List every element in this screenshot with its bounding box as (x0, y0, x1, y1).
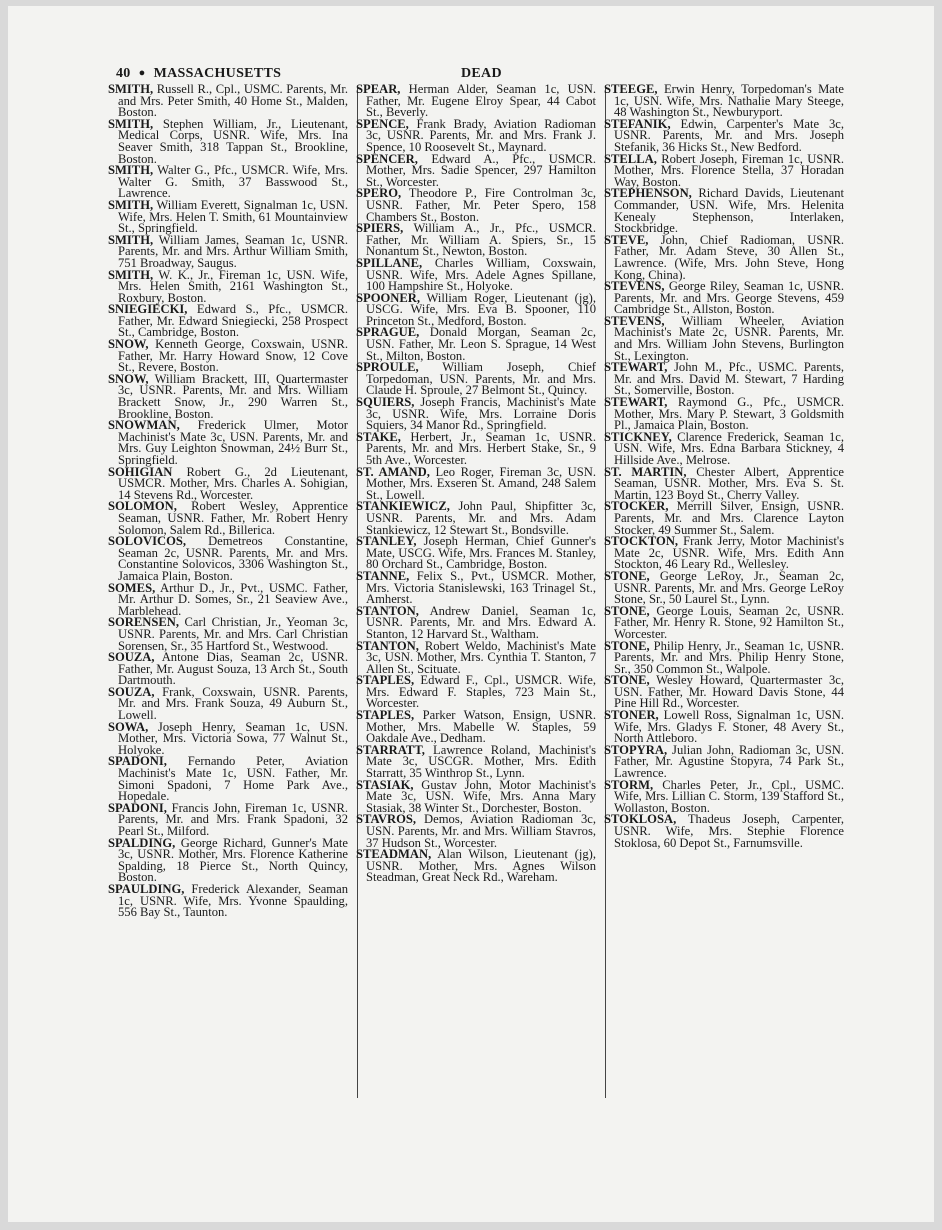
entry-details: Frank Jerry, Motor Machinist's Mate 2c, USNR. Wife, Mrs. Edith Ann Stockton, 46 Leary Rd., Wellesley. (614, 534, 844, 572)
casualty-entry (356, 188, 596, 223)
entry-surname: STEEGE, (604, 82, 658, 96)
page-number: 40 (116, 66, 131, 81)
entry-details: William Wheeler, Aviation Machinist's Mate 2c, USNR. Parents, Mr. and Mrs. William John Stevens, Burlington St., Lexington. (614, 313, 844, 363)
entry-details: Kenneth George, Coxswain, USNR. Father, Mr. Harry Howard Snow, 12 Cove St., Revere, Boston. (118, 337, 348, 375)
casualty-entry (108, 835, 348, 885)
casualty-entry (356, 742, 596, 781)
column-2 (356, 84, 596, 884)
entry-details: Arthur D., Jr., Pvt., USMC. Father, Mr. Arthur D. Somes, Sr., 21 Seaview Ave., Marblehead. (118, 580, 348, 618)
casualty-entry (356, 116, 596, 154)
entry-details: William James, Seaman 1c, USNR. Parents, Mr. and Mrs. Arthur William Smith, 751 Broadway, Saugus. (118, 232, 348, 270)
entry-details: Leo Roger, Fireman 3c, USN. Mother, Mrs. Exseren St. Amand, 248 Salem St., Lowell. (366, 464, 596, 502)
entry-details: Fernando Peter, Aviation Machinist's Mate 1c, USN. Father, Mr. Simoni Spadoni, 7 Home Park Ave., Hopedale. (118, 754, 348, 804)
entry-details: Raymond G., Pfc., USMCR. Mother, Mrs. Mary P. Stewart, 3 Goldsmith Pl., Jamaica Plain, Boston. (614, 395, 844, 433)
casualty-entry (604, 232, 844, 282)
casualty-entry (356, 397, 596, 432)
entry-surname: STAVROS, (356, 812, 417, 827)
casualty-entry (108, 580, 348, 618)
entry-surname: STOKLOSA, (604, 812, 677, 827)
entry-surname: SPADONI, (108, 754, 167, 769)
casualty-entry (604, 116, 844, 154)
entry-details: Walter G., Pfc., USMCR. Wife, Mrs. Walter G. Smith, 37 Basswood St., Lawrence. (118, 163, 348, 201)
entry-surname: SMITH, (108, 163, 154, 178)
entry-details: Philip Henry, Jr., Seaman 1c, USNR. Parents, Mr. and Mrs. Philip Henry Stone, Sr., 350 Common St., Walpole. (614, 638, 844, 676)
entry-details: W. K., Jr., Fireman 1c, USN. Wife, Mrs. Helen Smith, 2161 Washington St., Roxbury, Boston. (118, 267, 348, 305)
entry-surname: STONE, (604, 603, 650, 618)
casualty-entry (604, 710, 844, 745)
entry-details: Edward A., Pfc., USMCR. Mother, Mrs. Sadie Spencer, 297 Hamilton St., Worcester. (366, 151, 596, 189)
casualty-entry (604, 742, 844, 781)
entry-details: John Paul, Shipfitter 3c, USNR. Parents, Mr. and Mrs. Adam Stankiewicz, 12 Stewart St., Bondsville. (366, 499, 596, 537)
entry-surname: SOMES, (108, 580, 156, 595)
casualty-entry (108, 116, 348, 166)
entry-details: William Roger, Lieutenant (jg), USCG. Wife, Mrs. Eva B. Spooner, 110 Princeton St., Medford, Boston. (366, 290, 596, 328)
casualty-entry (108, 617, 348, 652)
casualty-entry (108, 501, 348, 536)
entry-details: Erwin Henry, Torpedoman's Mate 1c, USN. Wife, Mrs. Nathalie Mary Steege, 48 Washington St., Newburyport. (614, 82, 844, 120)
casualty-entry (604, 675, 844, 710)
casualty-entry (356, 223, 596, 258)
entry-surname: SPERO, (356, 186, 402, 201)
page-header (116, 66, 896, 82)
entry-details: Lawrence Roland, Machinist's Mate 3c, USCGR. Mother, Mrs. Edith Starratt, 35 Winthrop St., Lynn. (366, 742, 596, 781)
entry-details: Richard Davids, Lieutenant Commander, USN. Wife, Mrs. Helenita Kenealy Stephenson, Interlaken, Stockbridge. (614, 186, 844, 236)
casualty-entry (604, 151, 844, 189)
entry-details: Chester Albert, Apprentice Seaman, USNR. Mother, Mrs. Eva S. St. Martin, 123 Boyd St., Cherry Valley. (614, 464, 844, 502)
entry-details: Robert Weldo, Machinist's Mate 3c, USN. Mother, Mrs. Cynthia T. Stanton, 7 Allen St., Scituate. (366, 638, 596, 676)
entry-details: Parker Watson, Ensign, USNR. Mother, Mrs. Mabelle W. Staples, 59 Oakdale Ave., Dedham. (366, 708, 596, 746)
casualty-entry (604, 397, 844, 432)
entry-surname: SPALDING, (108, 835, 176, 850)
entry-surname: SPOONER, (356, 290, 421, 305)
entry-details: Frank, Coxswain, USNR. Parents, Mr. and Mrs. Frank Souza, 49 Auburn St., Lowell. (118, 684, 348, 723)
entry-surname: SPAULDING, (108, 881, 185, 896)
entry-details: Herman Alder, Seaman 1c, USN. Father, Mr. Eugene Elroy Spear, 44 Cabot St., Beverly. (366, 82, 596, 120)
entry-details: Lowell Ross, Signalman 1c, USN. Wife, Mrs. Gladys F. Stoner, 48 Avery St., North Attleboro. (614, 708, 844, 746)
casualty-entry (356, 777, 596, 815)
entry-details: Antone Dias, Seaman 2c, USNR. Father, Mr. August Souza, 13 Arch St., South Dartmouth. (118, 650, 348, 688)
entry-details: William A., Jr., Pfc., USMCR. Father, Mr. William A. Spiers, Sr., 15 Nonantum St., Newton, Boston. (366, 221, 596, 259)
entry-details: Julian John, Radioman 3c, USN. Father, Mr. Agustine Stopyra, 74 Park St., Lawrence. (614, 742, 844, 781)
entry-details: Felix S., Pvt., USMCR. Mother, Mrs. Victoria Stanislewski, 163 Trinagel St., Amherst. (366, 568, 596, 607)
entry-surname: SMITH, (108, 116, 154, 131)
entry-surname: STEVENS, (604, 313, 665, 328)
entry-surname: SMITH, (108, 267, 154, 282)
entry-details: George Richard, Gunner's Mate 3c, USNR. Mother, Mrs. Florence Katherine Spalding, 18 Pierce St., North Quincy, Boston. (118, 835, 348, 885)
column-3 (604, 84, 844, 849)
casualty-entry (604, 536, 844, 571)
casualty-entry (604, 362, 844, 397)
entry-surname: SNOW, (108, 337, 149, 352)
casualty-entry (108, 756, 348, 802)
entry-surname: STANTON, (356, 603, 419, 618)
entry-details: Francis John, Fireman 1c, USNR. Parents, Mr. and Mrs. Frank Spadoni, 32 Pearl St., Milford. (118, 800, 348, 838)
entry-surname: STEVE, (604, 232, 649, 247)
casualty-entry (356, 603, 596, 641)
entry-surname: SOHIGIAN (108, 464, 173, 479)
casualty-entry (108, 197, 348, 236)
entry-surname: STELLA, (604, 151, 657, 166)
casualty-entry (604, 429, 844, 467)
casualty-entry (356, 327, 596, 362)
entry-details: William Brackett, III, Quartermaster 3c, USNR. Parents, Mr. and Mrs. William Brackett Snow, Jr., 290 Warren St., Brookline, Boston. (118, 371, 348, 421)
entry-details: Edward S., Pfc., USMCR. Father, Mr. Edward Sniegiecki, 258 Prospect St., Cambridge, Boston. (118, 302, 348, 340)
entry-surname: STONE, (604, 673, 650, 688)
entry-surname: SOLOMON, (108, 499, 177, 514)
entry-surname: STAPLES, (356, 708, 415, 723)
casualty-entry (108, 165, 348, 200)
entry-details: Herbert, Jr., Seaman 1c, USNR. Parents, Mr. and Mrs. Herbert Stake, Sr., 9 5th Ave., Worcester. (366, 429, 596, 467)
casualty-entry (108, 420, 348, 466)
section-title: DEAD (461, 66, 502, 81)
entry-surname: SPIERS, (356, 221, 404, 236)
entry-surname: STEWART, (604, 395, 668, 410)
entry-surname: SQUIERS, (356, 395, 415, 410)
entry-surname: SMITH, (108, 197, 154, 212)
entry-surname: ST. AMAND, (356, 464, 430, 479)
entry-details: Gustav John, Motor Machinist's Mate 3c, USN. Wife, Mrs. Anna Mary Stasiak, 38 Winter St., Dorchester, Boston. (366, 777, 596, 815)
entry-details: Robert G., 2d Lieutenant, USMCR. Mother, Mrs. Charles A. Sohigian, 14 Stevens Rd., Worcester. (118, 464, 348, 502)
casualty-entry (356, 151, 596, 189)
entry-surname: SNOW, (108, 371, 149, 386)
entry-details: Theodore P., Fire Controlman 3c, USNR. Father, Mr. Peter Spero, 158 Chambers St., Boston. (366, 186, 596, 224)
entry-details: Clarence Frederick, Seaman 1c, USN. Wife, Mrs. Edna Barbara Stickney, 4 Hillside Ave., Melrose. (614, 429, 844, 467)
entry-details: William Joseph, Chief Torpedoman, USN. Parents, Mr. and Mrs. Claude H. Sproule, 27 Belmont St., Quincy. (366, 360, 596, 398)
casualty-entry (356, 290, 596, 328)
entry-surname: STANKIEWICZ, (356, 499, 450, 514)
entry-surname: SPENCE, (356, 116, 409, 131)
casualty-entry (108, 464, 348, 502)
casualty-entry (108, 232, 348, 270)
entry-surname: STARRATT, (356, 742, 425, 757)
column-1 (108, 84, 348, 919)
entry-details: Thadeus Joseph, Carpenter, USNR. Wife, Mrs. Stephie Florence Stoklosa, 60 Depot St., Farnumsville. (614, 812, 844, 850)
entry-surname: SOUZA, (108, 684, 155, 699)
entry-details: Russell R., Cpl., USMC. Parents, Mr. and Mrs. Peter Smith, 40 Home St., Malden, Boston. (118, 82, 348, 120)
casualty-entry (108, 371, 348, 421)
entry-details: Frederick Ulmer, Motor Machinist's Mate 3c, USN. Parents, Mr. and Mrs. Guy Leighton Snowman, 24½ Burr St., Springfield. (118, 418, 348, 467)
entry-surname: STOCKTON, (604, 534, 679, 549)
entry-surname: SPADONI, (108, 800, 167, 815)
casualty-entry (604, 568, 844, 607)
casualty-entry (604, 501, 844, 536)
entry-details: John, Chief Radioman, USNR. Father, Mr. Adam Steve, 30 Allen St., Lawrence. (Wife, Mrs. John Steve, Hong Kong, China). (614, 232, 844, 282)
entry-surname: STEFANIK, (604, 116, 671, 131)
entry-surname: STONE, (604, 568, 650, 583)
casualty-entry (604, 638, 844, 676)
entry-details: Merrill Silver, Ensign, USNR. Parents, Mr. and Mrs. Clarence Layton Stocker, 49 Summer St., Salem. (614, 499, 844, 537)
entry-surname: STORM, (604, 777, 654, 792)
entry-surname: STEPHENSON, (604, 186, 692, 201)
entry-details: Donald Morgan, Seaman 2c, USN. Father, Mr. Leon S. Sprague, 14 West St., Milton, Boston. (366, 325, 596, 363)
entry-surname: STASIAK, (356, 777, 414, 792)
entry-surname: SORENSEN, (108, 615, 180, 630)
casualty-entry (356, 568, 596, 607)
entry-details: Carl Christian, Jr., Yeoman 3c, USNR. Parents, Mr. and Mrs. Carl Christian Sorensen, Sr., 35 Hartford St., Westwood. (118, 615, 348, 653)
casualty-entry (356, 814, 596, 849)
casualty-entry (356, 849, 596, 884)
casualty-entry (108, 652, 348, 687)
entry-surname: STEADMAN, (356, 847, 432, 862)
entry-surname: STOCKER, (604, 499, 669, 514)
casualty-entry (356, 362, 596, 397)
state-title: MASSACHUSETTS (153, 66, 282, 81)
entry-surname: SPILLANE, (356, 255, 423, 270)
casualty-entry (108, 719, 348, 757)
entry-details: Frank Brady, Aviation Radioman 3c, USNR. Parents, Mr. and Mrs. Frank J. Spence, 10 Roosevelt St., Maynard. (366, 116, 596, 154)
entry-details: Charles Peter, Jr., Cpl., USMC. Wife, Mrs. Lillian C. Storm, 139 Stafford St., Wollaston, Boston. (614, 777, 844, 815)
entry-surname: SNIEGIECKI, (108, 302, 188, 317)
entry-surname: STANTON, (356, 638, 419, 653)
entry-details: Joseph Herman, Chief Gunner's Mate, USCG. Wife, Mrs. Frances M. Stanley, 80 Orchard St., Cambridge, Boston. (366, 534, 596, 572)
casualty-entry (604, 281, 844, 316)
entry-details: Alan Wilson, Lieutenant (jg), USNR. Mother, Mrs. Agnes Wilson Steadman, Great Neck Rd., Wareham. (366, 847, 596, 885)
casualty-entry (108, 84, 348, 119)
casualty-entry (356, 429, 596, 467)
entry-surname: STAPLES, (356, 673, 415, 688)
entry-surname: SPROULE, (356, 360, 419, 375)
entry-surname: SMITH, (108, 82, 154, 96)
entry-details: George Louis, Seaman 2c, USNR. Father, Mr. Henry R. Stone, 92 Hamilton St., Worcester. (614, 603, 844, 641)
entry-surname: SMITH, (108, 232, 154, 247)
entry-details: Edward F., Cpl., USMCR. Wife, Mrs. Edward F. Staples, 723 Main St., Worcester. (366, 673, 596, 711)
casualty-entry (356, 464, 596, 502)
entry-surname: STOPYRA, (604, 742, 668, 757)
casualty-entry (108, 881, 348, 920)
entry-details: Frederick Alexander, Seaman 1c, USNR. Wife, Mrs. Yvonne Spaulding, 556 Bay St., Taunton. (118, 881, 348, 920)
entry-details: Andrew Daniel, Seaman 1c, USNR. Parents, Mr. and Mrs. Edward A. Stanton, 12 Harvard St., Waltham. (366, 603, 596, 641)
casualty-entry (604, 464, 844, 502)
entry-details: Wesley Howard, Quartermaster 3c, USN. Father, Mr. Howard Davis Stone, 44 Pine Hill Rd., Worcester. (614, 673, 844, 711)
casualty-entry (604, 313, 844, 363)
entry-surname: STEWART, (604, 360, 668, 375)
entry-details: Edwin, Carpenter's Mate 3c, USNR. Parents, Mr. and Mrs. Joseph Stefanik, 36 Hicks St., New Bedford. (614, 116, 844, 154)
casualty-entry (604, 814, 844, 849)
entry-surname: SPENCER, (356, 151, 418, 166)
entry-surname: SOWA, (108, 719, 149, 734)
entry-details: Demos, Aviation Radioman 3c, USN. Parents, Mr. and Mrs. William Stavros, 37 Hudson St., Worcester. (366, 812, 596, 850)
casualty-entry (356, 84, 596, 119)
casualty-entry (356, 675, 596, 710)
entry-details: Robert Wesley, Apprentice Seaman, USNR. Father, Mr. Robert Henry Solomon, Salem Rd., Billerica. (118, 499, 348, 537)
entry-details: Joseph Francis, Machinist's Mate 3c, USNR. Wife, Mrs. Lorraine Doris Squiers, 34 Manor Rd., Springfield. (366, 395, 596, 433)
entry-details: Joseph Henry, Seaman 1c, USN. Mother, Mrs. Victoria Sowa, 77 Walnut St., Holyoke. (118, 719, 348, 757)
casualty-entry (108, 800, 348, 838)
entry-details: George LeRoy, Jr., Seaman 2c, USNR. Parents, Mr. and Mrs. George LeRoy Stone, Sr., 50 Laurel St., Lynn. (614, 568, 844, 607)
entry-surname: STAKE, (356, 429, 401, 444)
entry-details: Demetreos Constantine, Seaman 2c, USNR. Parents, Mr. and Mrs. Constantine Solovicos, 3306 Washington St., Jamaica Plain, Boston. (118, 534, 348, 583)
casualty-entry (108, 684, 348, 723)
casualty-entry (604, 603, 844, 641)
entry-surname: SOLOVICOS, (108, 534, 187, 549)
entry-surname: STONER, (604, 708, 659, 723)
casualty-entry (356, 536, 596, 571)
entry-surname: SOUZA, (108, 650, 155, 665)
entry-details: Robert Joseph, Fireman 1c, USNR. Mother, Mrs. Florence Stella, 37 Horadan Way, Boston. (614, 151, 844, 189)
entry-surname: STANNE, (356, 568, 410, 583)
entry-surname: SNOWMAN, (108, 418, 180, 433)
entry-surname: SPRAGUE, (356, 325, 420, 340)
entry-details: William Everett, Signalman 1c, USN. Wife, Mrs. Helen T. Smith, 61 Mountainview St., Springfield. (118, 197, 348, 236)
casualty-entry (604, 777, 844, 815)
entry-details: Charles William, Coxswain, USNR. Wife, Mrs. Adele Agnes Spillane, 100 Hampshire St., Holyoke. (366, 255, 596, 294)
entry-surname: SPEAR, (356, 82, 401, 96)
entry-surname: STEVENS, (604, 279, 665, 294)
casualty-entry (108, 267, 348, 305)
entry-surname: STICKNEY, (604, 429, 672, 444)
casualty-entry (604, 188, 844, 234)
entry-surname: ST. MARTIN, (604, 464, 687, 479)
entry-surname: STONE, (604, 638, 650, 653)
casualty-entry (108, 304, 348, 339)
casualty-entry (108, 536, 348, 582)
casualty-entry (356, 255, 596, 294)
entry-details: George Riley, Seaman 1c, USNR. Parents, Mr. and Mrs. George Stevens, 459 Cambridge St., Allston, Boston. (614, 279, 844, 317)
casualty-entry (604, 84, 844, 119)
casualty-entry (356, 710, 596, 745)
entry-details: John M., Pfc., USMC. Parents, Mr. and Mrs. David M. Stewart, 7 Harding St., Somerville, Boston. (614, 360, 844, 398)
casualty-entry (356, 638, 596, 676)
casualty-entry (356, 501, 596, 536)
entry-surname: STANLEY, (356, 534, 417, 549)
casualty-entry (108, 339, 348, 374)
entry-details: Stephen William, Jr., Lieutenant, Medical Corps, USNR. Wife, Mrs. Ina Seaver Smith, 318 Tappan St., Brookline, Boston. (118, 116, 348, 166)
bullet-icon: ● (138, 67, 146, 79)
